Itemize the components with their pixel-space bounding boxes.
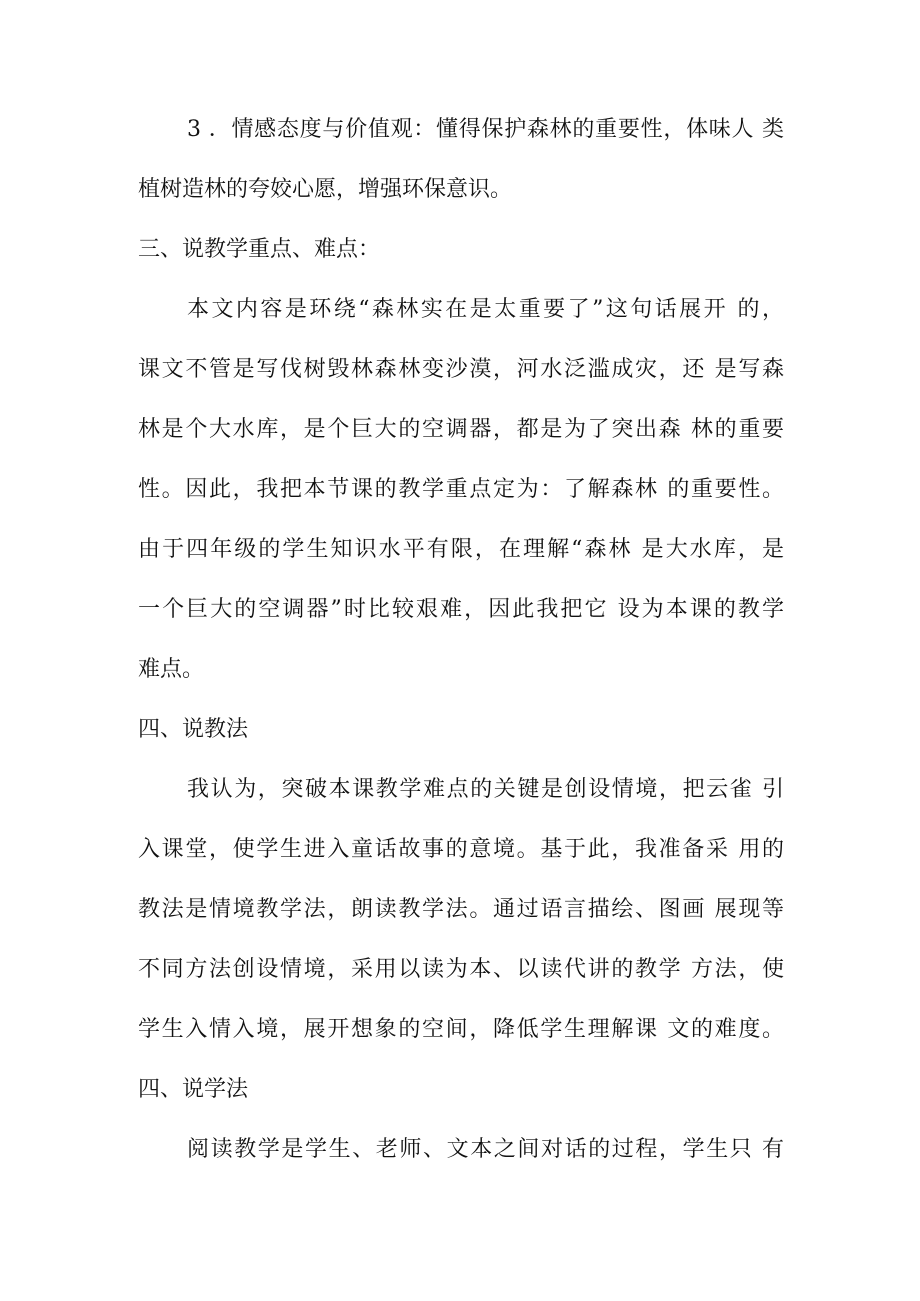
text-line: 四、说教法: [138, 717, 249, 742]
text-line: 植树造林的夸姣心愿，增强环保意识。: [138, 177, 513, 202]
text-line: 四、说学法: [138, 1077, 249, 1102]
text-line: 难点。: [138, 657, 205, 682]
text-line: 由于四年级的学生知识水平有限，在理解“森林 是大水库，是: [138, 537, 784, 562]
text-line: 不同方法创设情境，采用以读为本、以读代讲的教学 方法，使: [138, 957, 784, 982]
text-line: 入课堂，使学生进入童话故事的意境。基于此，我准备采 用的: [138, 837, 784, 862]
text-line: 学生入情入境，展开想象的空间，降低学生理解课 文的难度。: [138, 1017, 784, 1042]
text-line: 本文内容是环绕“森林实在是太重要了”这句话展开 的，: [187, 297, 784, 322]
text-line: 阅读教学是学生、老师、文本之间对话的过程，学生只 有: [187, 1137, 784, 1162]
text-line: 林是个大水库，是个巨大的空调器，都是为了突出森 林的重要: [138, 417, 784, 442]
text-line: 3 ．情感态度与价值观：懂得保护森林的重要性，体味人 类: [187, 117, 784, 142]
text-line: 课文不管是写伐树毁林森林变沙漠，河水泛滥成灾，还 是写森: [138, 357, 784, 382]
text-line: 三、说教学重点、难点：: [138, 237, 381, 262]
text-line: 我认为，突破本课教学难点的关键是创设情境，把云雀 引: [187, 777, 784, 802]
text-line: 性。因此，我把本节课的教学重点定为：了解森林 的重要性。: [138, 477, 784, 502]
text-line: 一个巨大的空调器”时比较艰难，因此我把它 设为本课的教学: [138, 597, 784, 622]
text-line: 教法是情境教学法，朗读教学法。通过语言描绘、图画 展现等: [138, 897, 784, 922]
